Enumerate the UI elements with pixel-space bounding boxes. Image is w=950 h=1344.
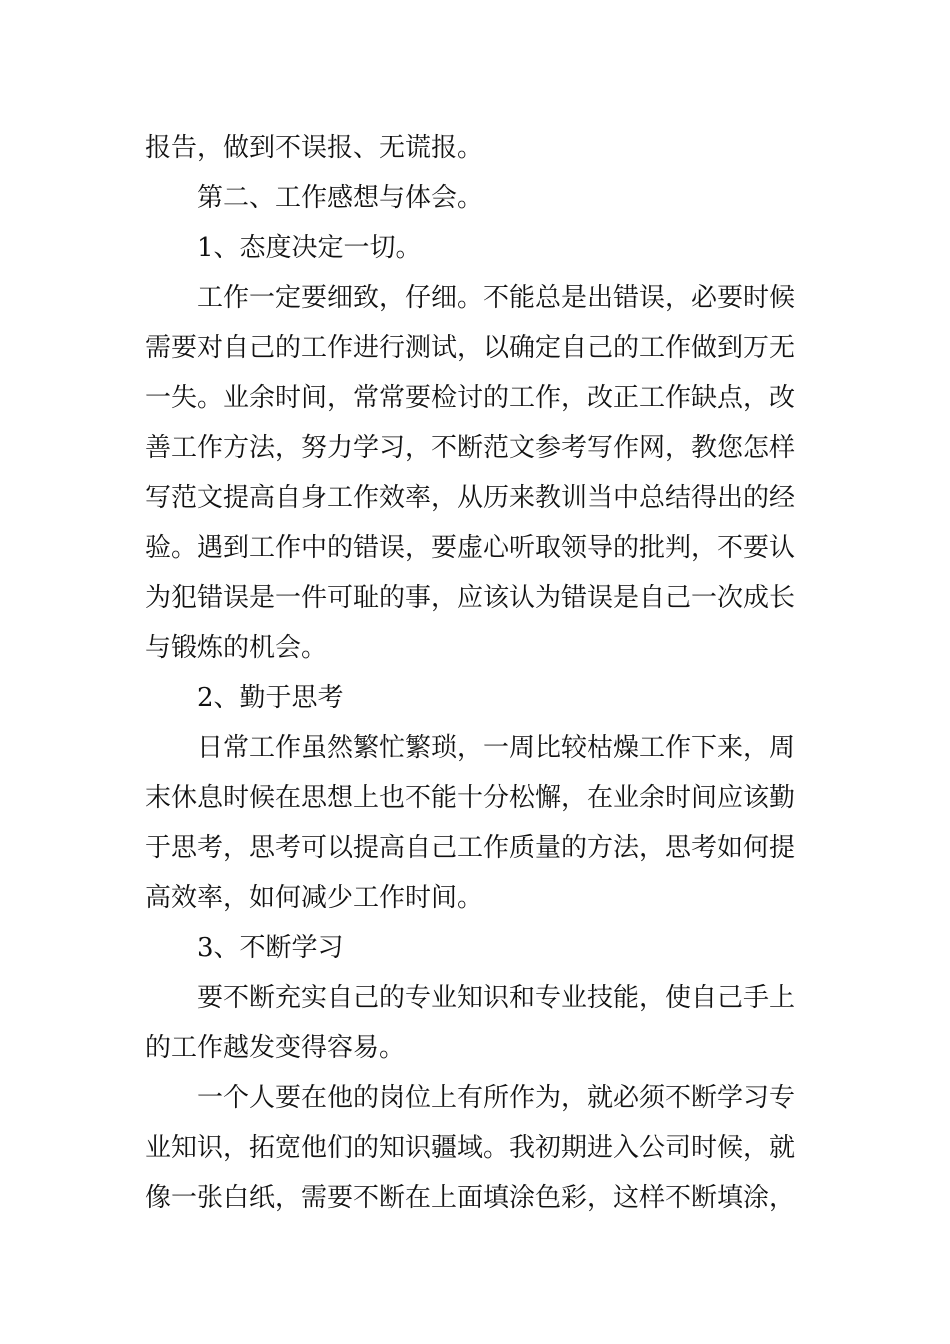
text-line: 善工作方法，努力学习，不断范文参考写作网，教您怎样 — [145, 433, 796, 463]
text-line: 像一张白纸，需要不断在上面填涂色彩，这样不断填涂， — [145, 1183, 796, 1213]
text-line: 需要对自己的工作进行测试，以确定自己的工作做到万无 — [145, 333, 796, 363]
text-line: 写范文提高自身工作效率，从历来教训当中总结得出的经 — [145, 483, 796, 513]
document-body — [145, 123, 807, 1223]
text-line: 报告，做到不误报、无谎报。 — [145, 133, 484, 163]
text-line: 验。遇到工作中的错误，要虚心听取领导的批判，不要认 — [145, 533, 796, 563]
text-line: 的工作越发变得容易。 — [145, 1033, 406, 1063]
text-line: 2、勤于思考 — [197, 683, 344, 713]
text-line: 第二、工作感想与体会。 — [197, 183, 484, 213]
text-line: 高效率，如何减少工作时间。 — [145, 883, 484, 913]
text-line: 为犯错误是一件可耻的事，应该认为错误是自己一次成长 — [145, 583, 796, 613]
text-line: 与锻炼的机会。 — [145, 633, 328, 663]
text-line: 于思考，思考可以提高自己工作质量的方法，思考如何提 — [145, 833, 796, 863]
text-line: 末休息时候在思想上也不能十分松懈，在业余时间应该勤 — [145, 783, 796, 813]
text-line: 3、不断学习 — [197, 933, 344, 963]
text-line: 1、态度决定一切。 — [197, 233, 422, 263]
text-line: 一失。业余时间，常常要检讨的工作，改正工作缺点，改 — [145, 383, 796, 413]
text-line: 工作一定要细致，仔细。不能总是出错误，必要时候 — [197, 283, 796, 313]
text-line: 业知识，拓宽他们的知识疆域。我初期进入公司时候，就 — [145, 1133, 796, 1163]
text-line: 一个人要在他的岗位上有所作为，就必须不断学习专 — [197, 1083, 796, 1113]
text-line: 要不断充实自己的专业知识和专业技能，使自己手上 — [197, 983, 796, 1013]
text-line: 日常工作虽然繁忙繁琐，一周比较枯燥工作下来，周 — [197, 733, 796, 763]
